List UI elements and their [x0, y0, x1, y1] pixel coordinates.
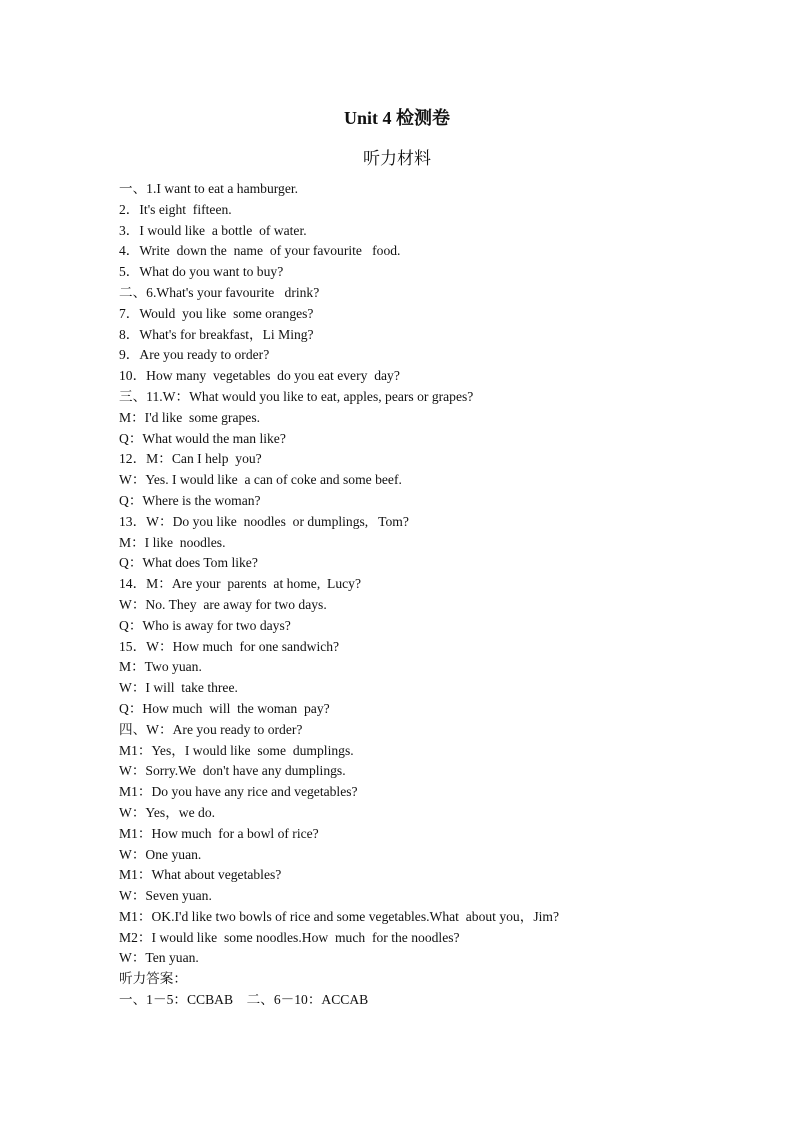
transcript-lines — [119, 179, 759, 1011]
transcript-line: 2．It's eight fifteen. — [119, 201, 232, 217]
transcript-line: M：I'd like some grapes. — [119, 409, 261, 425]
transcript-line: Q：How much will the woman pay? — [119, 700, 330, 716]
transcript-line: M：I like noodles. — [119, 534, 226, 550]
page-subtitle: 听力材料 — [363, 149, 431, 168]
transcript-line: 7．Would you like some oranges? — [119, 305, 314, 321]
transcript-line: 三、11.W：What would you like to eat, apples, pears or grapes? — [119, 388, 474, 404]
transcript-line: W：I will take three. — [119, 680, 238, 696]
transcript-line: 二、6.What's your favourite drink? — [119, 284, 320, 300]
transcript-line: W：Yes，we do. — [119, 804, 216, 820]
transcript-line: W：Ten yuan. — [119, 950, 199, 966]
transcript-line: 4．Write down the name of your favourite food. — [119, 243, 401, 259]
transcript-line: Q：What would the man like? — [119, 430, 286, 446]
transcript-line: 听力答案： — [119, 971, 187, 987]
transcript-line: W：No. They are away for two days. — [119, 596, 327, 612]
page-title: Unit 4 检测卷 — [343, 108, 450, 128]
transcript-line: M1：How much for a bowl of rice? — [119, 825, 319, 841]
transcript-line: 12．M：Can I help you? — [119, 451, 262, 467]
transcript-line: M1：Do you have any rice and vegetables? — [119, 784, 358, 800]
transcript-line: W：Sorry.We don't have any dumplings. — [119, 763, 346, 779]
transcript-line: 9．Are you ready to order? — [119, 347, 270, 363]
transcript-line: 一、1－5：CCBAB 二、6－10：ACCAB — [119, 992, 369, 1008]
transcript-line: 8．What's for breakfast，Li Ming? — [119, 326, 314, 342]
transcript-line: 13．W：Do you like noodles or dumplings, Tom? — [119, 513, 409, 529]
transcript-line: W：One yuan. — [119, 846, 202, 862]
transcript-line: 5．What do you want to buy? — [119, 264, 284, 280]
transcript-line: M1：What about vegetables? — [119, 867, 282, 883]
transcript-line: 3．I would like a bottle of water. — [119, 222, 307, 238]
transcript-line: M2：I would like some noodles.How much for the noodles? — [119, 929, 460, 945]
transcript-line: M：Two yuan. — [119, 659, 202, 675]
transcript-line: W：Seven yuan. — [119, 888, 212, 904]
transcript-line: M1：Yes，I would like some dumplings. — [119, 742, 354, 758]
transcript-line: 15．W：How much for one sandwich? — [119, 638, 340, 654]
transcript-line: 四、W：Are you ready to order? — [119, 721, 303, 737]
transcript-line: 14．M：Are your parents at home, Lucy? — [119, 576, 361, 592]
transcript-line: W：Yes. I would like a can of coke and some beef. — [119, 472, 402, 488]
transcript-line: Q：Where is the woman? — [119, 492, 261, 508]
transcript-line: M1：OK.I'd like two bowls of rice and some vegetables.What about you，Jim? — [119, 908, 559, 924]
transcript-line: 一、1.I want to eat a hamburger. — [119, 181, 299, 196]
transcript-line: Q：What does Tom like? — [119, 555, 258, 571]
transcript-line: Q：Who is away for two days? — [119, 617, 291, 633]
transcript-line: 10．How many vegetables do you eat every day? — [119, 368, 400, 384]
